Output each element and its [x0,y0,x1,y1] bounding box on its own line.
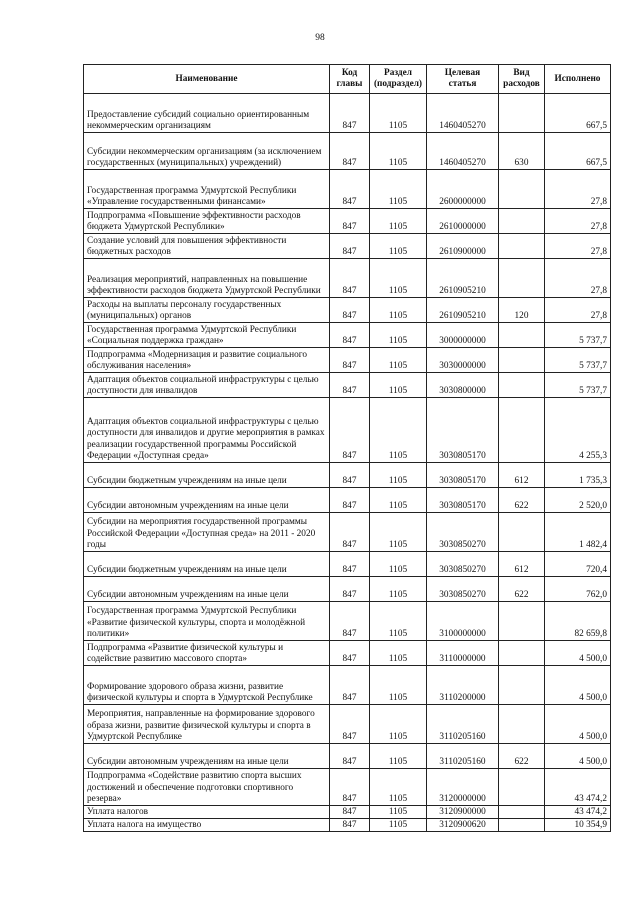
cell-kind [499,373,545,398]
cell-article: 3100000000 [427,602,499,641]
cell-amount: 1 482,4 [545,513,611,552]
table-row [84,398,611,463]
cell-kind: 612 [499,463,545,488]
cell-section: 1105 [370,602,427,641]
cell-section: 1105 [370,744,427,769]
table-row [84,298,611,323]
cell-code: 847 [330,666,370,705]
cell-article: 3030850270 [427,552,499,577]
cell-code: 847 [330,234,370,259]
cell-name: Субсидии автономным учреждениям на иные цели [84,577,330,602]
cell-kind [499,513,545,552]
cell-kind: 612 [499,552,545,577]
table-row [84,348,611,373]
cell-article: 2610000000 [427,209,499,234]
table-row [84,819,611,832]
cell-name: Мероприятия, направленные на формирование здорового образа жизни, развитие физической культуры и спорта в Удмуртской Республике [84,705,330,744]
cell-name: Адаптация объектов социальной инфраструктуры с целью доступности для инвалидов и другие мероприятия в рамках реализации государственной программы Российской Федерации «Доступная среда» [84,398,330,463]
cell-name: Подпрограмма «Модернизация и развитие социального обслуживания населения» [84,348,330,373]
cell-kind [499,209,545,234]
cell-name: Подпрограмма «Повышение эффективности расходов бюджета Удмуртской Республики» [84,209,330,234]
cell-article: 3110205160 [427,705,499,744]
table-header-row [84,65,611,94]
cell-code: 847 [330,819,370,832]
table-row [84,666,611,705]
cell-amount: 27,8 [545,298,611,323]
cell-amount: 1 735,3 [545,463,611,488]
cell-kind [499,705,545,744]
table-row [84,170,611,209]
cell-code: 847 [330,170,370,209]
cell-name: Предоставление субсидий социально ориентированным некоммерческим организациям [84,94,330,133]
cell-kind [499,602,545,641]
cell-kind [499,94,545,133]
table-row [84,602,611,641]
cell-article: 3000000000 [427,323,499,348]
cell-section: 1105 [370,769,427,806]
cell-kind [499,819,545,832]
cell-section: 1105 [370,641,427,666]
cell-section: 1105 [370,806,427,819]
cell-article: 3030805170 [427,463,499,488]
cell-article: 2610900000 [427,234,499,259]
budget-table [83,64,611,832]
cell-section: 1105 [370,463,427,488]
cell-amount: 10 354,9 [545,819,611,832]
table-body [84,94,611,832]
cell-kind [499,641,545,666]
cell-section: 1105 [370,259,427,298]
cell-kind [499,769,545,806]
cell-kind [499,348,545,373]
cell-article: 2610905210 [427,259,499,298]
cell-kind: 622 [499,577,545,602]
table-row [84,641,611,666]
cell-amount: 667,5 [545,133,611,170]
cell-article: 2600000000 [427,170,499,209]
cell-amount: 82 659,8 [545,602,611,641]
cell-kind [499,666,545,705]
cell-amount: 43 474,2 [545,806,611,819]
cell-kind [499,398,545,463]
header-amount: Исполнено [545,65,611,94]
header-kind: Вид расходов [499,65,545,94]
cell-amount: 667,5 [545,94,611,133]
cell-amount: 5 737,7 [545,348,611,373]
page-number: 98 [315,33,325,43]
cell-name: Подпрограмма «Содействие развитию спорта высших достижений и обеспечение подготовки спортивного резерва» [84,769,330,806]
cell-name: Государственная программа Удмуртской Республики «Социальная поддержка граждан» [84,323,330,348]
cell-code: 847 [330,209,370,234]
cell-article: 2610905210 [427,298,499,323]
cell-code: 847 [330,373,370,398]
cell-code: 847 [330,705,370,744]
table-row [84,744,611,769]
cell-name: Государственная программа Удмуртской Республики «Управление государственными финансами» [84,170,330,209]
cell-kind [499,234,545,259]
cell-kind: 622 [499,744,545,769]
cell-amount: 4 500,0 [545,641,611,666]
cell-article: 3120000000 [427,769,499,806]
cell-article: 3030800000 [427,373,499,398]
cell-section: 1105 [370,398,427,463]
cell-amount: 27,8 [545,234,611,259]
cell-kind [499,323,545,348]
cell-section: 1105 [370,819,427,832]
table-row [84,94,611,133]
cell-code: 847 [330,94,370,133]
cell-article: 3030805170 [427,488,499,513]
cell-name: Субсидии автономным учреждениям на иные цели [84,744,330,769]
cell-kind: 630 [499,133,545,170]
table-row [84,705,611,744]
cell-kind [499,806,545,819]
cell-code: 847 [330,398,370,463]
cell-name: Субсидии автономным учреждениям на иные цели [84,488,330,513]
cell-name: Субсидии на мероприятия государственной программы Российской Федерации «Доступная среда» на 2011 - 2020 годы [84,513,330,552]
cell-code: 847 [330,323,370,348]
table-row [84,463,611,488]
table-row [84,323,611,348]
table-row [84,806,611,819]
cell-article: 3030850270 [427,577,499,602]
table-row [84,209,611,234]
cell-section: 1105 [370,94,427,133]
cell-kind [499,170,545,209]
cell-code: 847 [330,259,370,298]
header-article: Целевая статья [427,65,499,94]
table-row [84,488,611,513]
cell-amount: 4 500,0 [545,744,611,769]
cell-name: Расходы на выплаты персоналу государственных (муниципальных) органов [84,298,330,323]
cell-section: 1105 [370,234,427,259]
cell-section: 1105 [370,323,427,348]
cell-code: 847 [330,463,370,488]
cell-section: 1105 [370,298,427,323]
cell-section: 1105 [370,666,427,705]
header-section: Раздел (подраздел) [370,65,427,94]
cell-amount: 2 520,0 [545,488,611,513]
table-row [84,373,611,398]
table-row [84,259,611,298]
cell-name: Субсидии некоммерческим организациям (за исключением государственных (муниципальных) учреждений) [84,133,330,170]
cell-name: Уплата налогов [84,806,330,819]
cell-amount: 5 737,7 [545,373,611,398]
cell-kind: 622 [499,488,545,513]
cell-code: 847 [330,552,370,577]
cell-amount: 27,8 [545,170,611,209]
cell-section: 1105 [370,209,427,234]
cell-amount: 4 500,0 [545,705,611,744]
cell-code: 847 [330,602,370,641]
table-row [84,769,611,806]
cell-section: 1105 [370,133,427,170]
cell-article: 3110200000 [427,666,499,705]
cell-section: 1105 [370,513,427,552]
cell-code: 847 [330,348,370,373]
cell-article: 3110205160 [427,744,499,769]
cell-code: 847 [330,298,370,323]
cell-name: Реализация мероприятий, направленных на повышение эффективности расходов бюджета Удмуртской Республики [84,259,330,298]
cell-section: 1105 [370,170,427,209]
table-row [84,577,611,602]
cell-code: 847 [330,744,370,769]
cell-article: 1460405270 [427,133,499,170]
cell-name: Адаптация объектов социальной инфраструктуры с целью доступности для инвалидов [84,373,330,398]
table-row [84,234,611,259]
cell-section: 1105 [370,705,427,744]
cell-section: 1105 [370,552,427,577]
cell-section: 1105 [370,348,427,373]
cell-code: 847 [330,577,370,602]
cell-code: 847 [330,133,370,170]
cell-name: Субсидии бюджетным учреждениям на иные цели [84,552,330,577]
cell-amount: 4 500,0 [545,666,611,705]
cell-code: 847 [330,513,370,552]
cell-name: Подпрограмма «Развитие физической культуры и содействие развитию массового спорта» [84,641,330,666]
cell-article: 3120900620 [427,819,499,832]
cell-article: 3030850270 [427,513,499,552]
cell-code: 847 [330,488,370,513]
cell-article: 1460405270 [427,94,499,133]
cell-name: Создание условий для повышения эффективности бюджетных расходов [84,234,330,259]
header-code: Код главы [330,65,370,94]
cell-name: Формирование здорового образа жизни, развитие физической культуры и спорта в Удмуртской Республике [84,666,330,705]
table-row [84,513,611,552]
cell-article: 3120900000 [427,806,499,819]
cell-name: Уплата налога на имущество [84,819,330,832]
cell-name: Государственная программа Удмуртской Республики «Развитие физической культуры, спорта и молодёжной политики» [84,602,330,641]
cell-kind: 120 [499,298,545,323]
cell-article: 3110000000 [427,641,499,666]
cell-amount: 5 737,7 [545,323,611,348]
cell-section: 1105 [370,488,427,513]
cell-amount: 762,0 [545,577,611,602]
cell-amount: 4 255,3 [545,398,611,463]
cell-code: 847 [330,769,370,806]
cell-amount: 27,8 [545,259,611,298]
cell-kind [499,259,545,298]
cell-amount: 27,8 [545,209,611,234]
cell-article: 3030805170 [427,398,499,463]
cell-code: 847 [330,806,370,819]
cell-section: 1105 [370,373,427,398]
table-row [84,133,611,170]
cell-amount: 720,4 [545,552,611,577]
cell-section: 1105 [370,577,427,602]
cell-name: Субсидии бюджетным учреждениям на иные цели [84,463,330,488]
cell-article: 3030000000 [427,348,499,373]
header-name: Наименование [84,65,330,94]
cell-code: 847 [330,641,370,666]
table-row [84,552,611,577]
cell-amount: 43 474,2 [545,769,611,806]
